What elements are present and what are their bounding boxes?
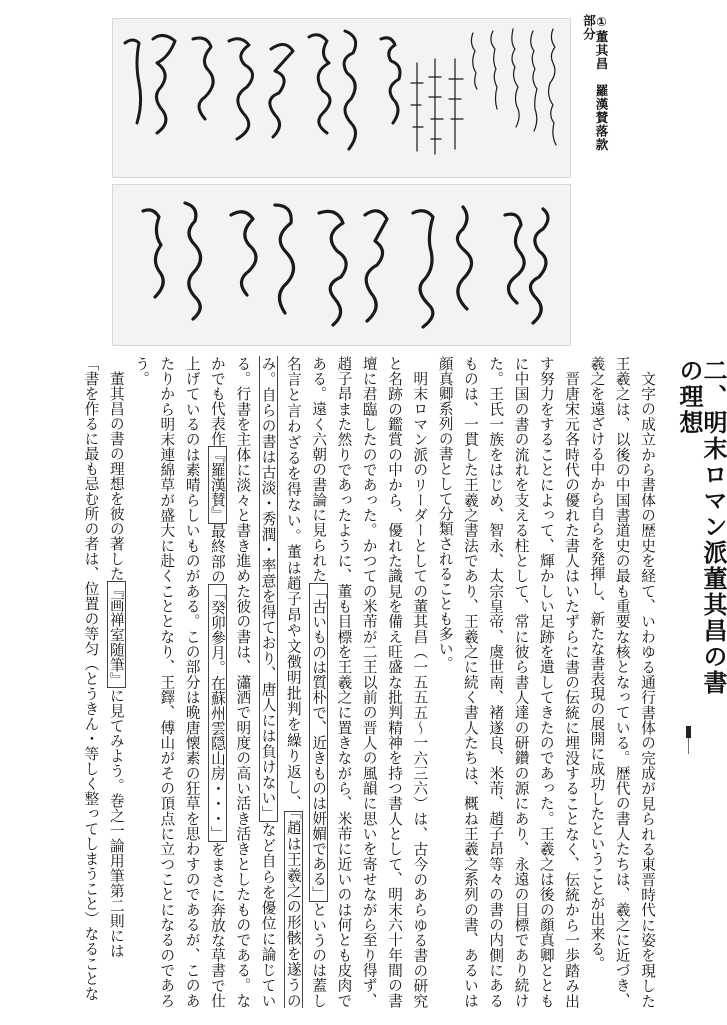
body-paragraph-3e: 最終部の (208, 523, 226, 585)
body-paragraph-1: 文字の成立から書体の歴史を経て、いわゆる通行書体の完成が見られる東晋時代に姿を現した王羲之は、以後の中国書道史の最も重要な核となっている。歴代の書人たちは、羲之に近づき、羲之を遠ざける中から自らを発揮し、新たな書表現の展開に成功したということが出来る。 (588, 356, 656, 1008)
quote-5: 『画禅室随筆』 (107, 581, 125, 687)
quote-3: 『羅漢賛』 (208, 447, 226, 523)
heading-rule-line (688, 738, 689, 754)
body-text (20, 356, 660, 1008)
body-paragraph-3-text: 明末ロマン派のリーダーとしての董其昌（一五五五～一六三六）は、古今のあらゆる書の研究と名跡の鑑賞の中から、優れた識見を備え旺盛な批判精神を持つ書人として、明末六十年間 (386, 356, 429, 1008)
quote-4: 「癸卯參月。在蘇州雲隠山房・・・」 (208, 585, 226, 842)
body-paragraph-4 (103, 356, 128, 1008)
body-paragraph-4b: に見てみよう。巻之一論用筆第二則には (107, 687, 125, 958)
body-paragraph-3f: をまさに奔放な草書で仕上げているのは素晴らしいものがある。この部分は晩唐懐素の狂草を思わすのであるが、このあたりから明末連綿草が盛大に赴くこととなり、王鐸、傅山がその頂点に立つことになるのであろう。 (133, 356, 226, 1009)
quote-1: 「古いものは質朴で、近きものは妍媚である」 (310, 583, 328, 902)
calligraphy-image-bottom (112, 184, 571, 346)
section-heading: 二、明末ロマン派董其昌の書の理想 (675, 358, 727, 696)
quote-2: 「趙は王羲之の形骸を遂うのみ。自らの書は古淡・秀潤・率意を得ており、唐人には負けない」 (259, 356, 302, 1008)
body-paragraph-4-text: 董其昌の書の理想を彼の著した (107, 370, 125, 581)
image-caption: ①董其昌 羅漢賛落款部分 (581, 14, 609, 152)
body-paragraph-3b: の書壇に君臨したのであった。かつての米芾が二王以前の晋人の風韻に思いを寄せながら至り得ず、趙子昂また然りであったように、董も目標を王羲之に置きながら、米芾に近いのは何とも皮肉である。遠く六朝の書論に見られた (310, 356, 404, 1009)
heading-rule (686, 726, 691, 738)
body-paragraph-3 (129, 356, 433, 1008)
body-paragraph-3c: というのは蓋し名言と言わざるを得ない。董は趙子昂や文徴明批判を繰り返し、 (284, 356, 328, 1009)
body-paragraph-5: 「書を作るに最も忌む所の者は、位置の等匀（とうきん・等しく整ってしまうこと）なることな (82, 356, 100, 1001)
body-paragraph-2: 晋唐宋元各時代の優れた書人はいたずらに書の伝統に埋没することなく、伝統から一歩踏み出す努力をすることによって、輝かしい足跡を遺してきたのであった。王羲之は後の顔真卿とともに中国の書の流れを支える柱として、常に彼ら書人達の研鑽の源にあり、永遠の目標であり続けた。王氏一族をはじめ、智永、太宗皇帝、虞世南、褚遂良、米芾、趙子昂等々の書の内側にあるものは、一貫した王羲之書法であり、王羲之に続く書人たちは、概ね王羲之系列の書、あるいは顔真卿系列の書として分類されることも多い。 (436, 356, 581, 1008)
body-paragraph-3d: など自らを優位に論じている。行書を主体に淡々と書き進めた彼の書は、瀟洒で明度の高い活き活きとしたものである。なかでも代表作 (208, 356, 277, 1009)
calligraphy-image-top (112, 18, 571, 178)
